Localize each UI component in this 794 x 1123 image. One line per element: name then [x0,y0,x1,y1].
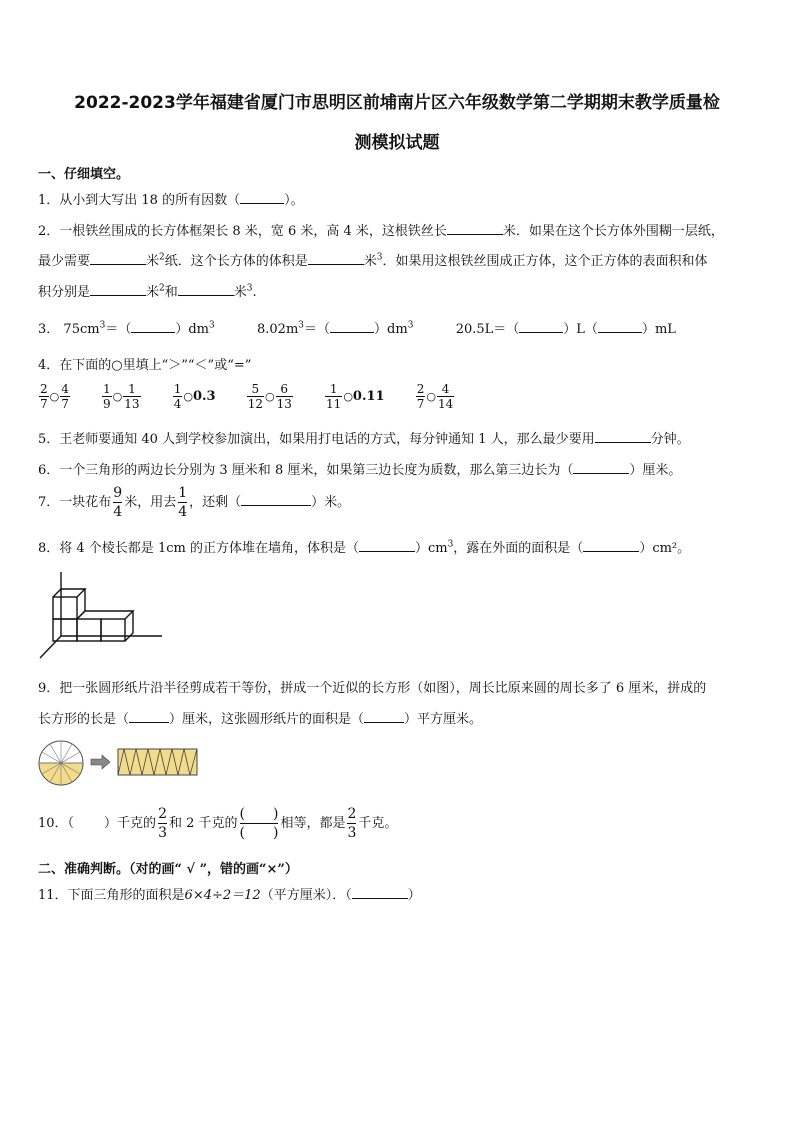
question-11 [38,884,421,903]
q3-blank-4[interactable] [598,320,642,333]
q3-sup: 3 [298,320,305,331]
q2-text: 米．如果在这个长方体外围糊一层纸， [502,224,724,239]
q11-expression: 6×4÷2＝12 [184,888,261,903]
q2-text: 米 [146,285,160,300]
q10-fraction-3: $\frac{2}{3}$ [347,806,357,841]
q8-text: ）cm²。 [639,541,691,556]
question-2-line2 [38,250,708,269]
q4-circle[interactable]: ○ [112,390,123,403]
q10-fraction-1: $\frac{2}{3}$ [158,806,167,841]
question-9-line1: 9．把一张圆形纸片沿半径剪成若干等份，拼成一个近似的长方形（如图），周长比原来圆的周长多了 6 厘米，拼成的 [38,681,707,696]
question-4: 4．在下面的○里填上“＞”“＜”或“=” [38,358,252,373]
q8-text: ）cm [414,541,448,556]
q4-circle[interactable]: ○ [265,390,275,403]
q4-item: $\frac{2}{7}$ ○ $\frac{4}{7}$ [40,382,69,411]
question-5 [38,428,690,447]
q10-blank[interactable] [74,815,104,827]
q3-item: ＝（ [304,322,331,337]
question-2-line1 [38,220,724,239]
q3-item: 20.5L＝（ [455,322,520,337]
q2-blank-volume[interactable] [308,252,364,265]
q3-blank-3[interactable] [519,320,563,333]
q4-circle[interactable]: ○ [426,390,436,403]
q10-text: ）千克的 [104,816,157,831]
q9-text: 长方形的长是（ [38,712,130,727]
q2-blank-surface[interactable] [90,283,146,296]
question-3 [38,318,676,337]
q2-blank-length[interactable] [447,222,503,235]
q4-item: $\frac{5}{12}$ ○ $\frac{6}{13}$ [247,382,292,411]
q8-text: ，露在外面的面积是（ [453,541,584,556]
q9-blank-length[interactable] [129,710,169,723]
question-10 [38,805,397,842]
q6-text: ）厘米。 [629,463,682,478]
q2-sup: 3 [246,283,253,294]
q7-fraction-2: $\frac{1}{4}$ [178,485,188,520]
q8-cubes-figure [36,570,166,662]
q3-item: ）dm [374,322,408,337]
q2-blank-paper[interactable] [90,252,146,265]
q4-circle[interactable]: ○ [49,390,60,403]
q2-text: 和 [164,285,178,300]
q10-text: 10．（ [38,816,75,831]
q7-text: 7．一块花布 [38,495,112,510]
q11-text: ） [407,888,421,903]
q2-text: 米 [146,254,160,269]
q3-sup: 3 [208,320,215,331]
page-title-line1: 2022-2023学年福建省厦门市思明区前埔南片区六年级数学第二学期期末教学质量检 [74,93,720,113]
q10-text: 相等，都是 [280,816,346,831]
q5-text: 5．王老师要通知 40 人到学校参加演出，如果用打电话的方式，每分钟通知 1 人，那么最少要用 [38,432,595,447]
q8-blank-volume[interactable] [359,539,415,552]
section-1-heading: 一、仔细填空。 [38,167,130,182]
question-8 [38,537,690,556]
q2-text: ．如果用这根铁丝围成正方体，这个正方体的表面积和体 [382,254,708,269]
question-9-line2 [38,708,482,727]
q3-item: ＝（ [105,322,132,337]
page-title-line2: 测模拟试题 [354,133,440,153]
q7-text: ，还剩（ [189,495,242,510]
q10-text: 千克。 [358,816,398,831]
q3-item: ）L（ [563,322,598,337]
q1-answer-blank[interactable] [240,191,284,204]
q1-text-end: ）。 [284,193,304,208]
q2-sup: 3 [376,252,383,263]
q7-fraction-1: $\frac{9}{4}$ [113,485,123,520]
q2-sup: 2 [159,252,165,263]
q2-text: 最少需要 [38,254,91,269]
q4-circle[interactable]: ○ [183,390,193,403]
q2-text: 纸．这个长方体的体积是 [164,254,308,269]
question-2-line3: 积分别是 米$^2$和 米$^3$. [38,283,257,300]
question-4-comparisons [38,382,481,411]
q3-item: ）mL [641,322,676,337]
q3-sup: 3 [407,320,414,331]
q7-blank[interactable] [241,493,311,506]
q9-blank-area[interactable] [364,710,404,723]
question-6 [38,459,681,478]
q10-fraction-blank[interactable]: ( ) ( ) [239,806,279,841]
q3-blank-2[interactable] [330,320,374,333]
q11-text: 11．下面三角形的面积是 [38,888,185,903]
q2-text: 积分别是 [38,285,91,300]
q7-text: ）米。 [311,495,351,510]
q11-text: （平方厘米）．（ [260,888,352,903]
q2-text: 米 [363,254,377,269]
q1-text: 1．从小到大写出 18 的所有因数（ [38,193,241,208]
q9-text: ）平方厘米。 [404,712,483,727]
q3-number: 3． [38,322,60,337]
q5-text: 分钟。 [650,432,690,447]
q5-blank[interactable] [595,430,651,443]
q2-text: 米 [233,285,247,300]
q7-text: 米，用去 [124,495,177,510]
q8-sup: 3 [447,539,454,550]
q3-sup: 3 [99,320,106,331]
q6-text: 6．一个三角形的两边长分别为 3 厘米和 8 厘米，如果第三边长度为质数，那么第三边长为（ [38,463,574,478]
q9-text: ）厘米，这张圆形纸片的面积是（ [169,712,365,727]
q2-text: 2．一根铁丝围成的长方体框架长 8 米，宽 6 米，高 4 米，这根铁丝长 [38,224,447,239]
q3-item: 75cm [63,322,100,337]
q4-item: $\frac{1}{9}$ ○ $\frac{1}{13}$ [103,382,140,411]
q4-item: $\frac{1}{11}$ ○0.11 [326,382,385,411]
q11-blank[interactable] [352,886,408,899]
section-2-heading: 二、准确判断。（对的画“ √ ”，错的画“×”） [38,862,298,877]
q4-item: $\frac{2}{7}$ ○ $\frac{4}{14}$ [416,382,454,411]
q9-circle-rectangle-figure [38,740,200,786]
q3-item: ）dm [175,322,209,337]
q8-text: 8．将 4 个棱长都是 1cm 的正方体堆在墙角，体积是（ [38,541,359,556]
q8-blank-area[interactable] [583,539,639,552]
question-7 [38,484,350,521]
q4-item: $\frac{1}{4}$ ○0.3 [173,382,216,411]
q4-circle[interactable]: ○ [343,390,353,403]
q10-text: 和 2 千克的 [168,816,238,831]
question-1 [38,189,304,208]
q3-item: 8.02m [257,322,299,337]
q2-blank-cube-volume[interactable] [178,283,234,296]
q2-sup: 2 [159,283,165,294]
q6-blank[interactable] [573,461,629,474]
q3-blank-1[interactable] [131,320,175,333]
